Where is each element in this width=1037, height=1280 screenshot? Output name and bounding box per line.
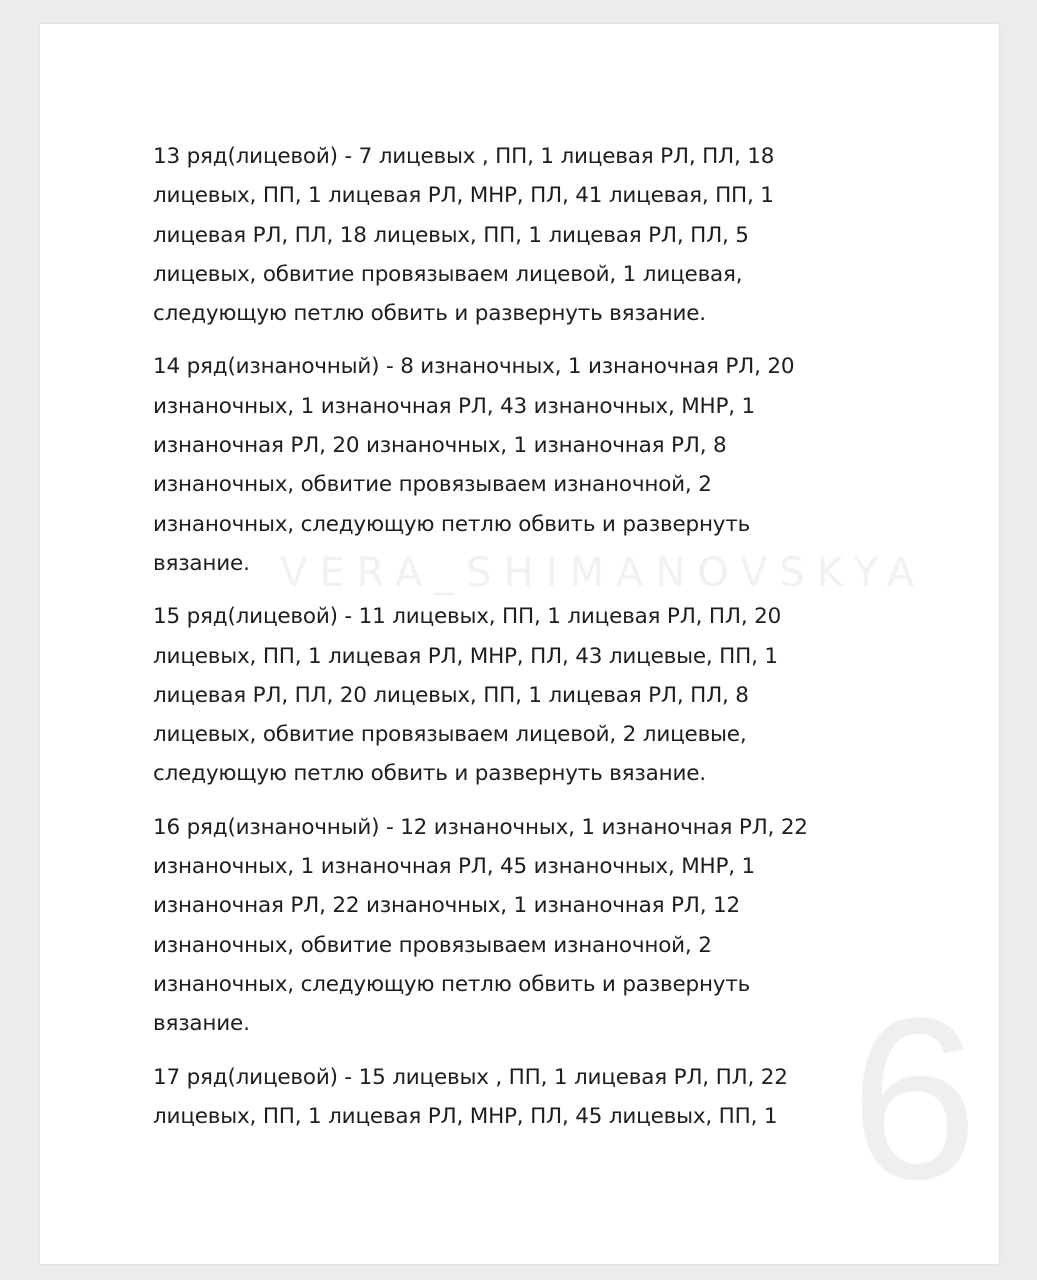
text-line: 15 ряд(лицевой) - 11 лицевых, ПП, 1 лицевая РЛ, ПЛ, 20 — [153, 604, 782, 630]
text-line: следующую петлю обвить и развернуть вязание. — [153, 761, 706, 787]
text-line: 16 ряд(изнаночный) - 12 изнаночных, 1 изнаночная РЛ, 22 — [153, 814, 808, 840]
text-line: изнаночных, следующую петлю обвить и развернуть — [153, 511, 751, 537]
watermark: VERA_SHIMANOVSKYA — [280, 550, 927, 596]
text-line: лицевых, обвитие провязываем лицевой, 2 лицевые, — [153, 722, 747, 748]
document-page — [40, 24, 999, 1264]
paragraph-row-13 — [153, 137, 873, 333]
text-line: следующую петлю обвить и развернуть вязание. — [153, 301, 706, 327]
text-line: 13 ряд(лицевой) - 7 лицевых , ПП, 1 лицевая РЛ, ПЛ, 18 — [153, 144, 775, 169]
text-line: лицевых, ПП, 1 лицевая РЛ, МНР, ПЛ, 43 лицевые, ПП, 1 — [153, 643, 778, 669]
paragraph-row-17 — [153, 1058, 873, 1137]
text-line: лицевых, ПП, 1 лицевая РЛ, МНР, ПЛ, 41 лицевая, ПП, 1 — [153, 183, 774, 209]
text-line: вязание. — [153, 550, 250, 576]
paragraph-row-14 — [153, 347, 873, 583]
text-line: лицевая РЛ, ПЛ, 20 лицевых, ПП, 1 лицевая РЛ, ПЛ, 8 — [153, 682, 749, 708]
text-line: 17 ряд(лицевой) - 15 лицевых , ПП, 1 лицевая РЛ, ПЛ, 22 — [153, 1064, 788, 1090]
paragraph-row-16 — [153, 808, 873, 1044]
text-line: 14 ряд(изнаночный) - 8 изнаночных, 1 изнаночная РЛ, 20 — [153, 354, 795, 380]
text-line: вязание. — [153, 1011, 250, 1037]
text-line: изнаночных, 1 изнаночная РЛ, 45 изнаночных, МНР, 1 — [153, 854, 756, 880]
text-line: лицевых, ПП, 1 лицевая РЛ, МНР, ПЛ, 45 лицевых, ПП, 1 — [153, 1103, 778, 1129]
text-line: изнаночных, обвитие провязываем изнаночной, 2 — [153, 472, 712, 498]
text-line: лицевая РЛ, ПЛ, 18 лицевых, ПП, 1 лицевая РЛ, ПЛ, 5 — [153, 222, 749, 248]
text-line: изнаночных, обвитие провязываем изнаночной, 2 — [153, 932, 712, 958]
text-line: лицевых, обвитие провязываем лицевой, 1 лицевая, — [153, 261, 743, 287]
text-line: изнаночная РЛ, 22 изнаночных, 1 изнаночная РЛ, 12 — [153, 893, 740, 919]
page-number: 6 — [850, 970, 978, 1227]
text-line: изнаночная РЛ, 20 изнаночных, 1 изнаночная РЛ, 8 — [153, 433, 727, 459]
paragraph-row-15 — [153, 597, 873, 793]
text-line: изнаночных, 1 изнаночная РЛ, 43 изнаночных, МНР, 1 — [153, 393, 756, 419]
document-body — [153, 137, 873, 1150]
text-line: изнаночных, следующую петлю обвить и развернуть — [153, 971, 751, 997]
